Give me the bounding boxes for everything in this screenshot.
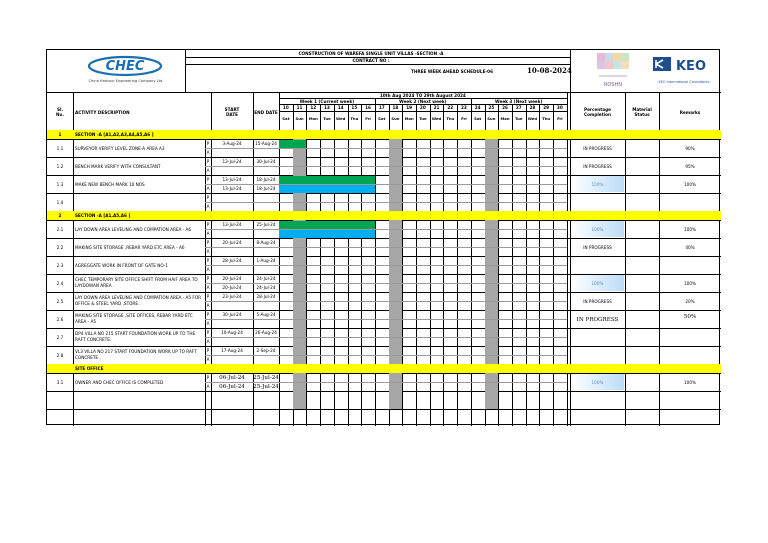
actual-end-date: 25-Jul-24 — [253, 384, 279, 390]
day-name: Sun — [391, 116, 400, 121]
day-number: 20 — [419, 105, 426, 110]
percent-complete: 100% — [591, 281, 604, 286]
remarks: 40% — [685, 245, 695, 250]
row-activity: LAY DOWN AREA LEVELING AND COMPATION AREA - A6 — [75, 227, 192, 232]
row-sl: 2.5 — [56, 299, 64, 304]
day-number: 12 — [310, 105, 317, 110]
percent-complete: IN PROGRESS — [583, 164, 612, 169]
day-name: Tue — [515, 116, 523, 121]
plan-end-date: 18-Jul-24 — [256, 177, 276, 182]
chec-logo-mark — [67, 54, 185, 78]
day-number: 30 — [556, 105, 563, 110]
plan-marker: P — [206, 330, 210, 335]
plan-marker: P — [206, 294, 210, 299]
percent-complete: IN PROGRESS — [576, 317, 619, 323]
plan-start-date: 30-Jul-24 — [222, 312, 242, 317]
sunday-shade — [389, 391, 403, 409]
day-name: Fri — [557, 116, 563, 121]
plan-start-date: 10-Aug-24 — [221, 330, 243, 335]
plan-end-date: 26-Aug-24 — [255, 330, 277, 335]
plan-end-date: 28-Jul-24 — [256, 294, 276, 299]
row-sl: 2.7 — [56, 335, 64, 340]
col-week-3: Week 3 (Next week) — [495, 99, 543, 104]
plan-start-date: 28-Jul-24 — [222, 258, 242, 263]
schedule-title: THREE WEEK AHEAD SCHEDULE-06 — [411, 69, 494, 74]
actual-marker: A — [206, 150, 210, 155]
day-name: Mon — [500, 116, 510, 121]
actual-start-date: 20-Jul-24 — [222, 285, 242, 290]
day-name: Thu — [542, 116, 551, 121]
actual-marker: A — [206, 267, 210, 272]
keo-logo — [651, 54, 717, 88]
percent-complete: IN PROGRESS — [583, 146, 612, 151]
plan-start-date: 23-Jul-24 — [222, 294, 242, 299]
day-name: Tue — [419, 116, 427, 121]
plan-start-date: 3-Aug-24 — [222, 141, 242, 146]
row-sl: 2.2 — [56, 245, 64, 250]
plan-bar — [279, 176, 375, 184]
actual-marker: A — [206, 204, 210, 209]
percent-complete: IN PROGRESS — [583, 245, 612, 250]
remarks: 50% — [683, 314, 697, 320]
actual-bar — [279, 185, 375, 193]
svg-text:KEO: KEO — [675, 59, 707, 74]
plan-marker: P — [206, 240, 210, 245]
remarks: 100% — [684, 182, 696, 187]
row-sl: 2.3 — [56, 263, 64, 268]
day-name: Sat — [282, 116, 290, 121]
actual-end-date: 24-Jul-24 — [256, 285, 276, 290]
actual-marker: A — [206, 357, 210, 362]
remarks: 95% — [685, 164, 695, 169]
plan-marker: P — [206, 222, 210, 227]
day-name: Fri — [365, 116, 371, 121]
plan-bar — [279, 140, 306, 148]
day-number: 11 — [296, 105, 303, 110]
plan-bar — [279, 221, 375, 229]
row-sl: 2.4 — [56, 281, 64, 286]
remarks: 100% — [684, 227, 696, 232]
plan-end-date: 15-Aug-24 — [255, 141, 277, 146]
actual-marker: A — [206, 249, 210, 254]
percent-complete: 100% — [591, 182, 604, 187]
remarks: 100% — [684, 281, 696, 286]
row-activity: AGREGGATE WORK IN FRONT OF GATE NO-1 — [75, 263, 168, 268]
svg-text:ROSHN: ROSHN — [603, 82, 623, 88]
plan-start-date: 13-Jul-24 — [222, 222, 242, 227]
plan-marker: P — [206, 375, 210, 380]
plan-end-date: 8-Aug-24 — [256, 240, 276, 245]
sunday-shade — [293, 391, 307, 409]
roshn-pattern-icon — [591, 53, 635, 89]
col-activity: ACTIVITY DESCRIPTION — [75, 110, 130, 115]
row-activity: MAKE NEW BENCH MARK 10 NOS — [75, 182, 145, 187]
col-period: 10th Aug 2024 TO 29th August 2024 — [379, 93, 466, 98]
row-activity: OWNER AND CHEC OFFICE IS COMPLETED — [75, 380, 164, 385]
day-name: Wed — [527, 116, 538, 121]
day-name: Tue — [323, 116, 331, 121]
sunday-shade — [485, 391, 499, 409]
roshn-logo — [591, 53, 635, 89]
row-sl: 1.2 — [56, 164, 64, 169]
col-material-status: Material Status — [632, 107, 652, 117]
row-activity: LAY DOWN AREA LEVELING AND COMPATION AREA - A5 FOR OFFICE & STEEL YARD ,STORE . — [75, 295, 202, 306]
section-title: SECTION -A [A1,A2,A3,A4,A5,A6 ] — [75, 132, 154, 137]
plan-start-date: 20-Jul-24 — [222, 240, 242, 245]
percent-complete: 100% — [591, 380, 604, 385]
section-row — [47, 211, 721, 220]
actual-marker: A — [206, 321, 210, 326]
plan-start-date: 20-Jul-24 — [222, 276, 242, 281]
row-activity: VL3 VILLA NO 217 START FOUNDATION WORK UP TO RAFT CONCRETE . — [75, 349, 197, 360]
chec-logo — [67, 54, 185, 86]
schedule-date: 10-08-2024 — [527, 66, 572, 75]
keo-caption: KEO International Consultants — [658, 80, 710, 84]
percent-complete: 100% — [591, 227, 604, 232]
day-number: 14 — [337, 105, 344, 110]
plan-marker: P — [206, 348, 210, 353]
actual-marker: A — [206, 285, 210, 290]
actual-start-date: 13-Jul-24 — [222, 186, 242, 191]
col-percentage: Percentage Completion — [584, 107, 611, 117]
day-name: Thu — [446, 116, 455, 121]
actual-start-date: 06-Jul-24 — [219, 384, 245, 390]
day-number: 19 — [406, 105, 413, 110]
row-sl: 1.1 — [56, 146, 64, 151]
plan-marker: P — [206, 258, 210, 263]
day-name: Sat — [474, 116, 482, 121]
row-activity: CHEC TEMPORARY SITE OFFICE SHIFT FROM HAIF AREA TO LAYDOWAN AREA . — [75, 277, 198, 288]
actual-marker: A — [206, 384, 210, 389]
section-row — [47, 364, 721, 373]
row-sl: 2.8 — [56, 353, 64, 358]
day-name: Sun — [295, 116, 304, 121]
schedule-sheet — [46, 49, 720, 425]
keo-logo-mark — [651, 54, 717, 78]
day-name: Wed — [431, 116, 442, 121]
plan-marker: P — [206, 177, 210, 182]
plan-end-date: 30-Jul-24 — [256, 159, 276, 164]
plan-start-date: 13-Jul-24 — [222, 177, 242, 182]
plan-end-date: 25-Jul-24 — [253, 375, 279, 381]
day-number: 21 — [433, 105, 440, 110]
day-name: Fri — [461, 116, 467, 121]
remarks: 20% — [685, 299, 695, 304]
row-activity: MAKING SITE STORAGE ,SITE OFFICES, REBAR YARD ETC AREA - A5 — [75, 313, 193, 324]
day-number: 24 — [474, 105, 481, 110]
row-activity: SURVEYOR VERIFY LEVEL ZONE-A AREA A3 — [75, 146, 165, 151]
plan-marker: P — [206, 276, 210, 281]
actual-marker: A — [206, 231, 210, 236]
row-activity: MAKING SITE STORAGE ,REBAR YARD ETC AREA - A6 — [75, 245, 185, 250]
day-number: 28 — [529, 105, 536, 110]
col-sl-no: Sl. No. — [56, 107, 64, 117]
plan-marker: P — [206, 159, 210, 164]
plan-marker: P — [206, 312, 210, 317]
row-sl: 3.1 — [56, 380, 64, 385]
col-week-1: Week 1 (Current week) — [299, 99, 355, 104]
day-name: Thu — [350, 116, 359, 121]
row-activity: BENCH MARK VERIFY WITH CONSULTANT — [75, 164, 161, 169]
section-sl: 1 — [58, 132, 62, 137]
day-number: 23 — [461, 105, 467, 110]
actual-end-date: 18-Jul-24 — [256, 186, 276, 191]
day-number: 29 — [543, 105, 550, 110]
percent-complete: IN PROGRESS — [583, 299, 612, 304]
remarks: 100% — [684, 380, 696, 385]
plan-end-date: 25-Jul-24 — [256, 222, 276, 227]
remarks: 90% — [685, 146, 695, 151]
row-sl: 1.3 — [56, 182, 64, 187]
col-week-2: Week 2 (Next week) — [399, 99, 447, 104]
project-title: CONSTRUCTION OF WAREFA SINGLE UNIT VILLAS -SECTION -A — [298, 51, 444, 56]
day-number: 26 — [502, 105, 508, 110]
plan-end-date: 5-Aug-24 — [256, 312, 276, 317]
day-name: Mon — [308, 116, 318, 121]
plan-end-date: 24-Jul-24 — [256, 276, 276, 281]
row-sl: 2.1 — [56, 227, 64, 232]
day-name: Sat — [378, 116, 386, 121]
row-sl: 2.6 — [56, 317, 64, 322]
day-name: Sun — [487, 116, 496, 121]
actual-marker: A — [206, 186, 210, 191]
plan-end-date: 2-Sep-24 — [256, 348, 276, 353]
day-number: 17 — [378, 105, 385, 110]
row-activity: DP4 VILLA NO 215 START FOUNDATION WORK UP TO THE RAFT CONCRETE. — [75, 331, 196, 342]
day-number: 15 — [351, 105, 358, 110]
actual-marker: A — [206, 303, 210, 308]
company-caption: China Harbour Engineering Company Ltd. — [88, 79, 164, 83]
day-name: Wed — [335, 116, 346, 121]
plan-start-date: 13-Jul-24 — [222, 159, 242, 164]
day-number: 18 — [392, 105, 399, 110]
col-start-date: START DATE — [224, 107, 240, 117]
actual-marker: A — [206, 168, 210, 173]
svg-text:CHEC: CHEC — [105, 59, 145, 74]
day-name: Mon — [404, 116, 414, 121]
day-number: 22 — [447, 105, 454, 110]
day-number: 16 — [365, 105, 371, 110]
col-remarks: Remarks — [679, 110, 701, 115]
contract-no: CONTRACT NO : — [352, 58, 390, 63]
day-number: 25 — [488, 105, 495, 110]
section-title: SECTION -A [A1,A5,A6 ] — [75, 213, 131, 218]
section-title: SITE OFFICE — [75, 366, 104, 371]
row-sl: 1.4 — [56, 200, 64, 205]
day-number: 13 — [324, 105, 330, 110]
plan-end-date: 1-Aug-24 — [256, 258, 276, 263]
actual-bar — [279, 230, 375, 238]
plan-start-date: 17-Aug-24 — [221, 348, 243, 353]
plan-start-date: 06-Jul-24 — [219, 375, 245, 381]
actual-marker: A — [206, 339, 210, 344]
day-number: 10 — [282, 105, 289, 110]
plan-marker: P — [206, 141, 210, 146]
section-sl: 2 — [58, 213, 62, 218]
col-end-date: END DATE — [254, 110, 278, 115]
plan-marker: P — [206, 195, 210, 200]
day-number: 27 — [515, 105, 522, 110]
